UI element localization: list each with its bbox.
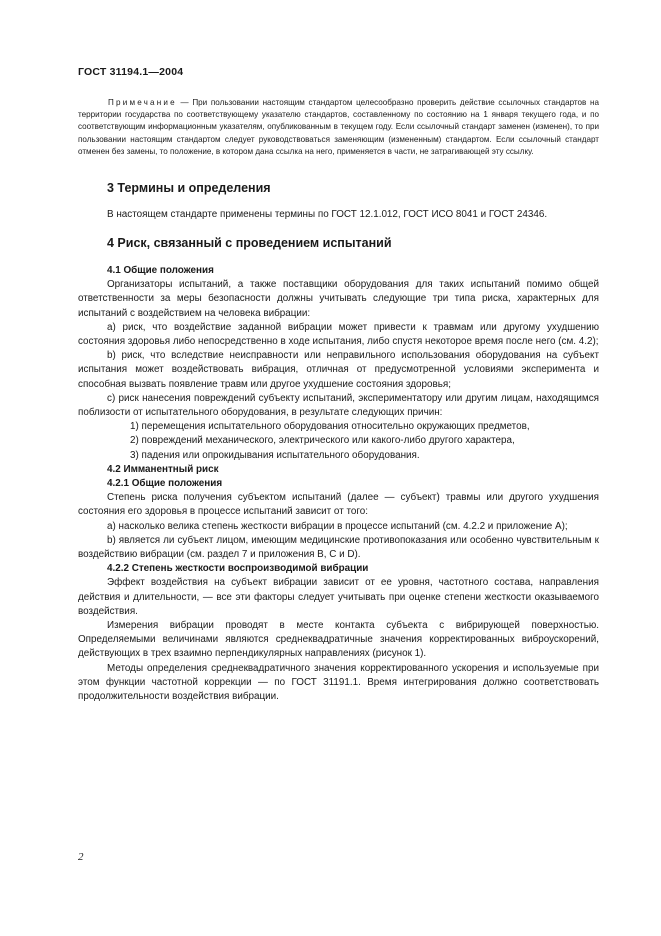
- paragraph: a) риск, что воздействие заданной вибрации может привести к травмам или другому ухудшению состояния здоровья либо непосредственно в ходе испытания, либо спустя некоторое время после него (см. 4.2);: [78, 321, 599, 348]
- section-3-body: [78, 208, 599, 222]
- paragraph: a) насколько велика степень жесткости вибрации в процессе испытаний (см. 4.2.2 и приложение А);: [107, 520, 568, 532]
- section-3-text: В настоящем стандарте применены термины по ГОСТ 12.1.012, ГОСТ ИСО 8041 и ГОСТ 24346.: [107, 209, 548, 220]
- list-item: 2) повреждений механического, электрического или какого-либо другого характера,: [130, 435, 515, 447]
- paragraph: Эффект воздействия на субъект вибрации зависит от ее уровня, частотного состава, направления действия и длительности, — все эти факторы следует учитывать при оценке степени жесткости оказываемого воздействия.: [78, 577, 599, 617]
- paragraph: Организаторы испытаний, а также поставщики оборудования для таких испытаний помимо общей ответственности за меры безопасности должны учитывать следующие три типа риска, характерных для испытаний с воздействием на человека вибрации:: [78, 279, 599, 319]
- section-4-body: [78, 264, 599, 704]
- page-number: 2: [78, 851, 84, 863]
- paragraph: Измерения вибрации проводят в месте контакта субъекта с вибрирующей поверхностью. Определяемыми величинами являются среднеквадратичные значения корректированных виброускорений, действующих в трех взаимно перпендикулярных направлениях (рисунок 1).: [78, 620, 599, 660]
- document-header: ГОСТ 31194.1—2004: [78, 66, 184, 78]
- paragraph: b) является ли субъект лицом, имеющим медицинские противопоказания или особенно чувствительным к воздействию вибрации (см. раздел 7 и приложения В, С и D).: [78, 534, 599, 561]
- paragraph: b) риск, что вследствие неисправности или неправильного использования оборудования на субъект испытания может воздействовать вибрация, отличная от предусмотренной условиями эксперимента и способная вызвать появление травм или другое ухудшение состояния здоровья;: [78, 350, 599, 390]
- section-3-heading: 3 Термины и определения: [107, 181, 271, 195]
- subsection-heading: 4.2.1 Общие положения: [107, 478, 223, 490]
- paragraph: Степень риска получения субъектом испытаний (далее — субъект) травмы или другого ухудшения состояния его здоровья в процессе испытаний зависит от того:: [78, 492, 599, 518]
- note-paragraph: [78, 97, 599, 158]
- list-item: 1) перемещения испытательного оборудования относительно окружающих предметов,: [130, 421, 530, 433]
- note-text: — При пользовании настоящим стандартом целесообразно проверить действие ссылочных стандартов на территории государства по соответствующему указателю стандартов, составленному по состоянию на 1 января текущего года, и по соответствующим информационным указателям, опубликованным в текущем году. Если ссылочный стандарт заменен (изменен), то при пользовании настоящим стандартом следует руководствоваться заменяющим (измененным) стандартом. Если ссылочный стандарт отменен без замены, то положение, в котором дана ссылка на него, применяется в части, не затрагивающей эту ссылку.: [78, 98, 599, 156]
- subsection-heading: 4.2 Имманентный риск: [107, 463, 219, 475]
- subsection-heading: 4.2.2 Степень жесткости воспроизводимой вибрации: [107, 563, 369, 575]
- note-block: [78, 97, 599, 158]
- list-item: 3) падения или опрокидывания испытательного оборудования.: [130, 449, 420, 461]
- subsection-heading: 4.1 Общие положения: [107, 265, 214, 276]
- paragraph: Методы определения среднеквадратичного значения корректированного ускорения и используемые при этом функции частотной коррекции — по ГОСТ 31191.1. Время интегрирования должно соответствовать продолжительности воздействия вибрации.: [78, 662, 599, 703]
- paragraph: c) риск нанесения повреждений субъекту испытаний, экспериментатору или другим лицам, находящимся поблизости от испытательного оборудования, в результате следующих причин:: [78, 392, 599, 419]
- section-4-heading: 4 Риск, связанный с проведением испытаний: [107, 236, 392, 250]
- note-label: Примечание: [108, 98, 177, 107]
